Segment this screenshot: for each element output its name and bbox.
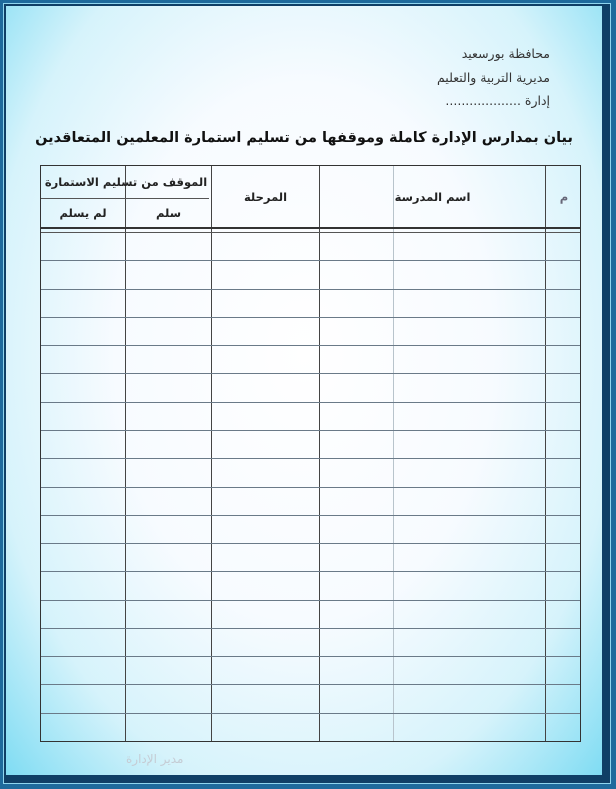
document-page	[6, 6, 602, 775]
delivered-header: سلم	[155, 206, 182, 220]
col-divider	[125, 166, 126, 741]
table-row	[41, 628, 580, 629]
table-row	[41, 430, 580, 431]
table-row	[41, 402, 580, 403]
col-divider	[211, 166, 212, 741]
school-name-header: اسم المدرسة	[394, 189, 471, 204]
table-row	[41, 317, 580, 318]
table-row	[41, 600, 580, 601]
faint-divider	[393, 166, 394, 741]
header-bottom-line	[41, 227, 580, 229]
schools-table	[40, 165, 581, 742]
status-group-header: الموقف من تسليم الاستمارة	[44, 175, 208, 189]
col-divider	[545, 166, 546, 741]
table-row	[41, 713, 580, 714]
document-title: بيان بمدارس الإدارة كاملة وموقفها من تسليم استمارة المعلمين المتعاقدين	[35, 130, 573, 146]
governorate-label: محافظة بورسعيد	[461, 46, 550, 61]
number-header: م	[559, 189, 569, 204]
table-row	[41, 656, 580, 657]
table-row	[41, 458, 580, 459]
table-row	[41, 543, 580, 544]
table-row	[41, 260, 580, 261]
table-row	[41, 515, 580, 516]
table-row	[41, 684, 580, 685]
header-double-line	[41, 232, 580, 233]
table-row	[41, 373, 580, 374]
table-row	[41, 345, 580, 346]
col-divider	[319, 166, 320, 741]
table-row	[41, 289, 580, 290]
table-row	[41, 571, 580, 572]
directorate-label: مديرية التربية والتعليم	[436, 70, 550, 85]
stage-header: المرحلة	[243, 189, 288, 204]
table-row	[41, 487, 580, 488]
administration-label: إدارة ...................	[445, 93, 550, 108]
not-delivered-header: لم يسلم	[59, 206, 107, 220]
signature-label: مدير الإدارة	[126, 752, 184, 766]
